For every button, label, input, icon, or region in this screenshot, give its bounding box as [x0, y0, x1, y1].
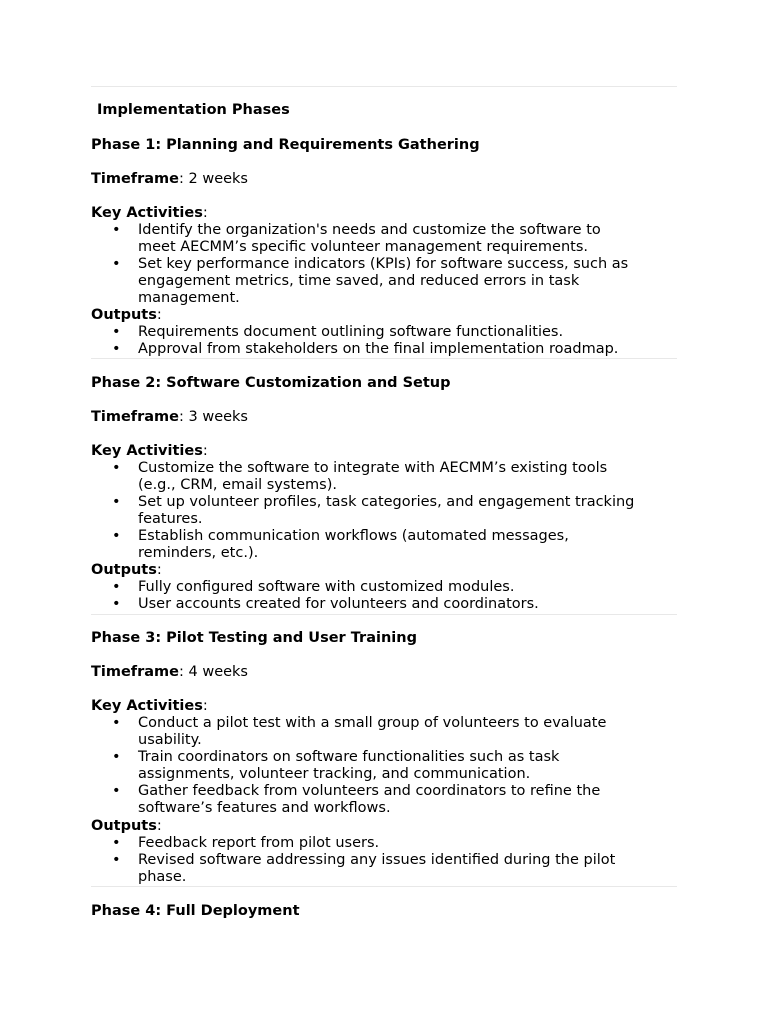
list-item-line: Customize the software to integrate with AECMM’s existing tools	[138, 460, 608, 476]
outputs-label	[91, 818, 677, 835]
list-item-line: phase.	[138, 869, 187, 885]
list-item	[91, 835, 677, 852]
timeframe-value: : 4 weeks	[179, 664, 248, 680]
phase-heading: Phase 1: Planning and Requirements Gathering	[91, 137, 480, 153]
bullet: •	[112, 783, 121, 799]
timeframe-value: : 2 weeks	[179, 171, 248, 187]
timeframe	[91, 664, 677, 681]
document-title: Implementation Phases	[97, 102, 290, 118]
list-item-line: Revised software addressing any issues identified during the pilot	[138, 852, 616, 868]
timeframe-label: Timeframe	[91, 171, 179, 187]
key-activities-label-text: Key Activities	[91, 205, 203, 221]
bullet: •	[112, 528, 121, 544]
list-item	[91, 256, 677, 307]
list-item	[91, 528, 677, 562]
list-item	[91, 494, 677, 528]
colon: :	[156, 818, 162, 834]
outputs-label	[91, 562, 677, 579]
bullet: •	[112, 256, 121, 272]
key-activities-list	[91, 715, 677, 817]
list-item	[91, 324, 677, 341]
key-activities-label	[91, 205, 677, 222]
bullet: •	[112, 341, 121, 357]
colon: :	[202, 443, 208, 459]
colon: :	[202, 698, 208, 714]
section-divider	[91, 86, 677, 87]
list-item-line: User accounts created for volunteers and coordinators.	[138, 596, 539, 612]
outputs-list	[91, 579, 677, 613]
section-divider	[91, 358, 677, 359]
section-divider	[91, 614, 677, 615]
list-item-line: Establish communication workflows (automated messages,	[138, 528, 569, 544]
list-item-line: Identify the organization's needs and customize the software to	[138, 222, 601, 238]
list-item-line: Set up volunteer profiles, task categories, and engagement tracking	[138, 494, 635, 510]
bullet: •	[112, 749, 121, 765]
outputs-label-text: Outputs	[91, 562, 157, 578]
list-item	[91, 749, 677, 783]
list-item	[91, 341, 677, 358]
outputs-list	[91, 324, 677, 358]
section-divider	[91, 886, 677, 887]
list-item	[91, 222, 677, 256]
bullet: •	[112, 222, 121, 238]
outputs-label-text: Outputs	[91, 818, 157, 834]
key-activities-label	[91, 698, 677, 715]
list-item-line: Requirements document outlining software functionalities.	[138, 324, 564, 340]
list-item-line: reminders, etc.).	[138, 545, 259, 561]
list-item-line: Feedback report from pilot users.	[138, 835, 380, 851]
timeframe-label: Timeframe	[91, 664, 179, 680]
list-item	[91, 579, 677, 596]
list-item-line: Approval from stakeholders on the final implementation roadmap.	[138, 341, 619, 357]
list-item	[91, 596, 677, 613]
bullet: •	[112, 579, 121, 595]
list-item-line: Set key performance indicators (KPIs) for software success, such as	[138, 256, 629, 272]
colon: :	[202, 205, 208, 221]
colon: :	[156, 562, 162, 578]
outputs-label-text: Outputs	[91, 307, 157, 323]
timeframe	[91, 171, 677, 188]
list-item-line: meet AECMM’s specific volunteer management requirements.	[138, 239, 588, 255]
list-item-line: engagement metrics, time saved, and reduced errors in task	[138, 273, 580, 289]
list-item-line: Fully configured software with customized modules.	[138, 579, 515, 595]
key-activities-label-text: Key Activities	[91, 443, 203, 459]
list-item-line: assignments, volunteer tracking, and communication.	[138, 766, 531, 782]
phase-heading: Phase 4: Full Deployment	[91, 903, 300, 919]
outputs-list	[91, 835, 677, 886]
list-item-line: Gather feedback from volunteers and coordinators to refine the	[138, 783, 601, 799]
list-item	[91, 715, 677, 749]
colon: :	[156, 307, 162, 323]
bullet: •	[112, 596, 121, 612]
timeframe-value: : 3 weeks	[179, 409, 248, 425]
outputs-label	[91, 307, 677, 324]
key-activities-list	[91, 460, 677, 562]
key-activities-label	[91, 443, 677, 460]
key-activities-list	[91, 222, 677, 307]
list-item	[91, 460, 677, 494]
bullet: •	[112, 852, 121, 868]
key-activities-label-text: Key Activities	[91, 698, 203, 714]
phase-heading: Phase 2: Software Customization and Setup	[91, 375, 451, 391]
bullet: •	[112, 494, 121, 510]
bullet: •	[112, 835, 121, 851]
list-item-line: (e.g., CRM, email systems).	[138, 477, 337, 493]
list-item-line: Train coordinators on software functionalities such as task	[138, 749, 560, 765]
bullet: •	[112, 715, 121, 731]
phase-heading: Phase 3: Pilot Testing and User Training	[91, 630, 417, 646]
list-item-line: Conduct a pilot test with a small group of volunteers to evaluate	[138, 715, 607, 731]
list-item	[91, 852, 677, 886]
list-item	[91, 783, 677, 817]
bullet: •	[112, 324, 121, 340]
timeframe-label: Timeframe	[91, 409, 179, 425]
list-item-line: features.	[138, 511, 203, 527]
list-item-line: usability.	[138, 732, 202, 748]
list-item-line: management.	[138, 290, 240, 306]
timeframe	[91, 409, 677, 426]
list-item-line: software’s features and workflows.	[138, 800, 391, 816]
bullet: •	[112, 460, 121, 476]
